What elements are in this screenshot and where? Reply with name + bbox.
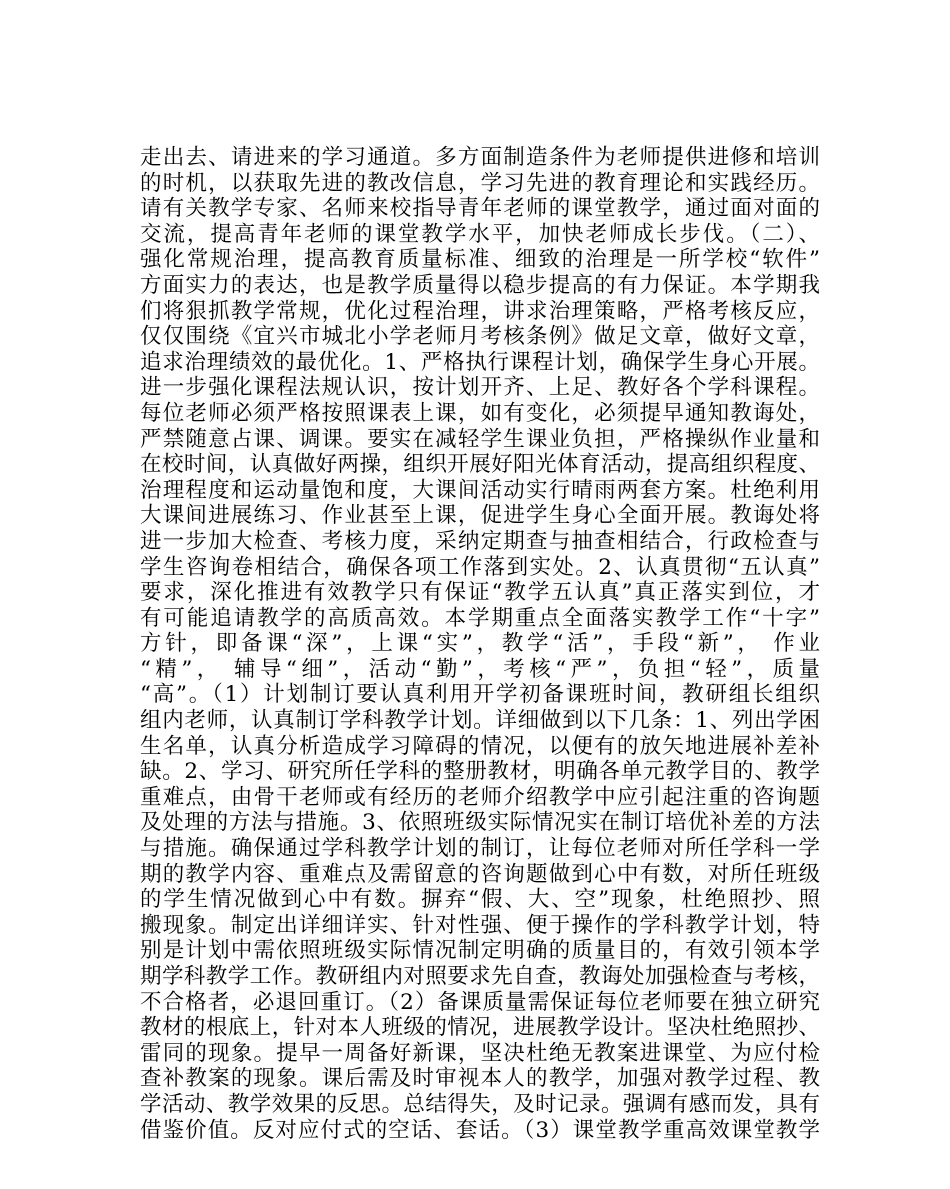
- text-line: “精”， 辅导“细”，活动“勤”，考核“严”，负担“轻”，质量: [140, 656, 820, 682]
- text-line: 强化常规治理，提高教育质量标准、细致的治理是一所学校“软件”: [140, 247, 820, 273]
- text-line: 重难点，由骨干老师或有经历的老师介绍教学中应引起注重的咨询题: [140, 784, 820, 810]
- text-line: 要求，深化推进有效教学只有保证“教学五认真”真正落实到位，才: [140, 580, 820, 606]
- text-line: 缺。2、学习、研究所任学科的整册教材，明确各单元教学目的、教学: [140, 759, 820, 785]
- text-line: 期的教学内容、重难点及需留意的咨询题做到心中有数，对所任班级: [140, 861, 820, 887]
- document-body: [140, 145, 820, 1143]
- text-line: 生名单，认真分析造成学习障碍的情况，以便有的放矢地进展补差补: [140, 733, 820, 759]
- text-line: 查补教案的现象。课后需及时审视本人的教学，加强对教学过程、教: [140, 1066, 820, 1092]
- text-line: 方面实力的表达，也是教学质量得以稳步提高的有力保证。本学期我: [140, 272, 820, 298]
- text-line: 有可能追请教学的高质高效。本学期重点全面落实教学工作“十字”: [140, 605, 820, 631]
- text-line: 学活动、教学效果的反思。总结得失，及时记录。强调有感而发，具有: [140, 1091, 820, 1117]
- text-line: 进一步加大检查、考核力度，采纳定期查与抽查相结合，行政检查与: [140, 528, 820, 554]
- text-line: 雷同的现象。提早一周备好新课，坚决杜绝无教案进课堂、为应付检: [140, 1040, 820, 1066]
- text-line: 及处理的方法与措施。3、依照班级实际情况实在制订培优补差的方法: [140, 810, 820, 836]
- text-line: 追求治理绩效的最优化。1、严格执行课程计划，确保学生身心开展。: [140, 349, 820, 375]
- text-line: 仅仅围绕《宜兴市城北小学老师月考核条例》做足文章，做好文章，: [140, 324, 820, 350]
- text-line: 每位老师必须严格按照课表上课，如有变化，必须提早通知教诲处，: [140, 400, 820, 426]
- text-line: “高”。（1）计划制订要认真利用开学初备课班时间，教研组长组织: [140, 682, 820, 708]
- text-line: 交流，提高青年老师的课堂教学水平，加快老师成长步伐。（二）、: [140, 221, 820, 247]
- text-line: 们将狠抓教学常规，优化过程治理，讲求治理策略，严格考核反应，: [140, 298, 820, 324]
- text-line: 搬现象。制定出详细详实、针对性强、便于操作的学科教学计划，特: [140, 912, 820, 938]
- text-line: 的时机，以获取先进的教改信息，学习先进的教育理论和实践经历。: [140, 170, 820, 196]
- text-line: 治理程度和运动量饱和度，大课间活动实行晴雨两套方案。杜绝利用: [140, 477, 820, 503]
- text-line: 不合格者，必退回重订。（2）备课质量需保证每位老师要在独立研究: [140, 989, 820, 1015]
- text-line: 借鉴价值。反对应付式的空话、套话。（3）课堂教学重高效课堂教学: [140, 1117, 820, 1143]
- text-line: 请有关教学专家、名师来校指导青年老师的课堂教学，通过面对面的: [140, 196, 820, 222]
- text-line: 教材的根底上，针对本人班级的情况，进展教学设计。坚决杜绝照抄、: [140, 1015, 820, 1041]
- text-line: 方针，即备课“深”，上课“实”，教学“活”，手段“新”， 作业: [140, 631, 820, 657]
- text-line: 走出去、请进来的学习通道。多方面制造条件为老师提供进修和培训: [140, 145, 820, 170]
- text-line: 期学科教学工作。教研组内对照要求先自查，教诲处加强检查与考核，: [140, 964, 820, 989]
- text-line: 与措施。确保通过学科教学计划的制订，让每位老师对所任学科一学: [140, 836, 820, 862]
- text-line: 严禁随意占课、调课。要实在减轻学生课业负担，严格操纵作业量和: [140, 426, 820, 452]
- text-line: 进一步强化课程法规认识，按计划开齐、上足、教好各个学科课程。: [140, 375, 820, 401]
- text-line: 别是计划中需依照班级实际情况制定明确的质量目的，有效引领本学: [140, 938, 820, 964]
- text-line: 在校时间，认真做好两操，组织开展好阳光体育活动，提高组织程度、: [140, 452, 820, 478]
- text-line: 学生咨询卷相结合，确保各项工作落到实处。2、认真贯彻“五认真”: [140, 554, 820, 580]
- text-line: 大课间进展练习、作业甚至上课，促进学生身心全面开展。教诲处将: [140, 503, 820, 529]
- text-line: 组内老师，认真制订学科教学计划。详细做到以下几条：1、列出学困: [140, 708, 820, 734]
- text-line: 的学生情况做到心中有数。摒弃“假、大、空”现象，杜绝照抄、照: [140, 887, 820, 913]
